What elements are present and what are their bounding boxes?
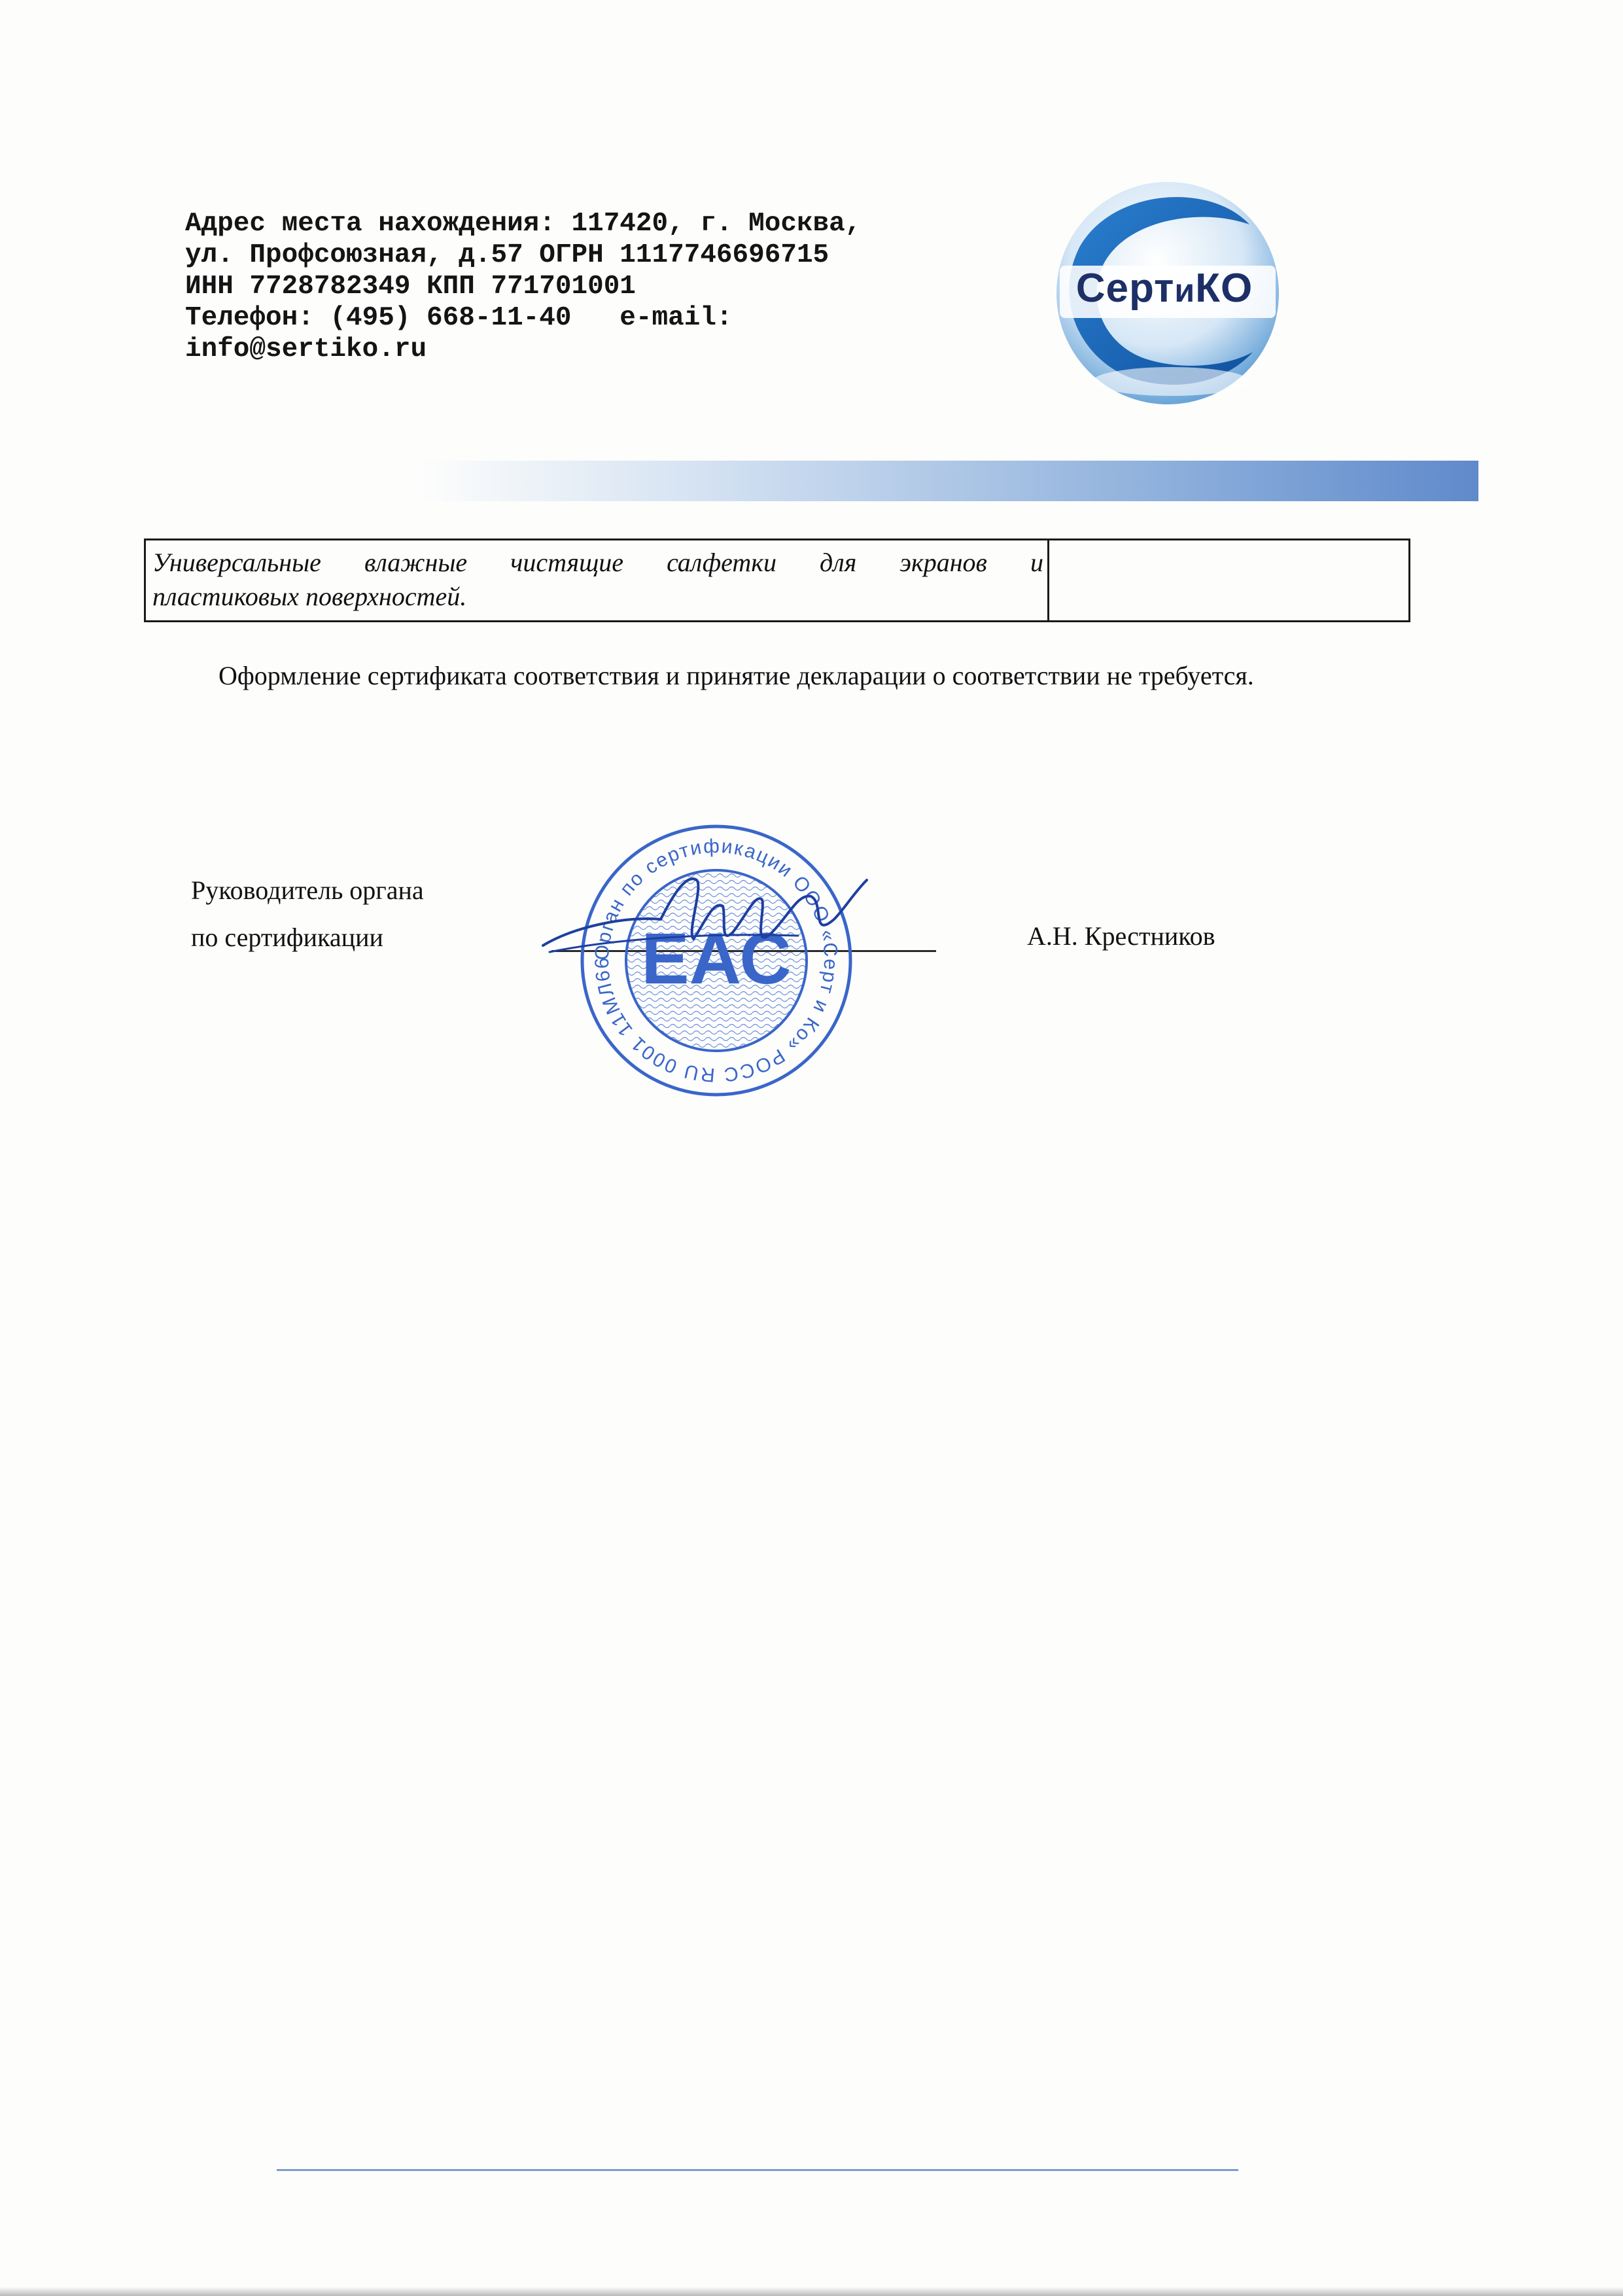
stamp-ring-text: Орган по сертификации ООО «Серт и Ко» РОСС RU 0001 11МЛ66 [591,835,842,1086]
logo-word-part: КО [1195,266,1253,311]
address-line: Телефон: (495) 668-11-40 e-mail: [185,303,733,333]
address-line: Адрес места нахождения: 117420, г. Москва, [185,209,862,239]
logo-word-part: и [1174,272,1196,309]
signer-role-line: по сертификации [191,923,383,952]
product-code-cell [1049,540,1408,620]
signer-role-line: Руководитель органа [191,875,424,905]
footer-rule [277,2169,1238,2171]
company-address-block [185,208,996,365]
logo-word-part: Серт [1075,266,1175,311]
product-line: пластиковых поверхностей. [152,582,467,611]
address-line: ИНН 7728782349 КПП 771701001 [185,272,636,302]
scan-edge [0,2287,1623,2296]
product-description-cell [146,540,1049,620]
address-line: ул. Профсоюзная, д.57 ОГРН 1117746696715 [185,240,829,270]
stamp-center-mark: ЕАС [641,919,792,999]
email-line: info@sertiko.ru [185,334,427,364]
product-table [144,539,1410,622]
signer-role [191,867,424,961]
handwritten-signature-icon [536,854,877,985]
statement-paragraph: Оформление сертификата соответствия и принятие декларации о соответствии не требуется. [218,661,1254,690]
signer-name: А.Н. Крестников [1027,921,1215,951]
product-line: Универсальные влажные чистящие салфетки для экранов и [152,548,1043,577]
logo-wordmark [1056,265,1272,311]
header-gradient-strip [419,461,1478,501]
